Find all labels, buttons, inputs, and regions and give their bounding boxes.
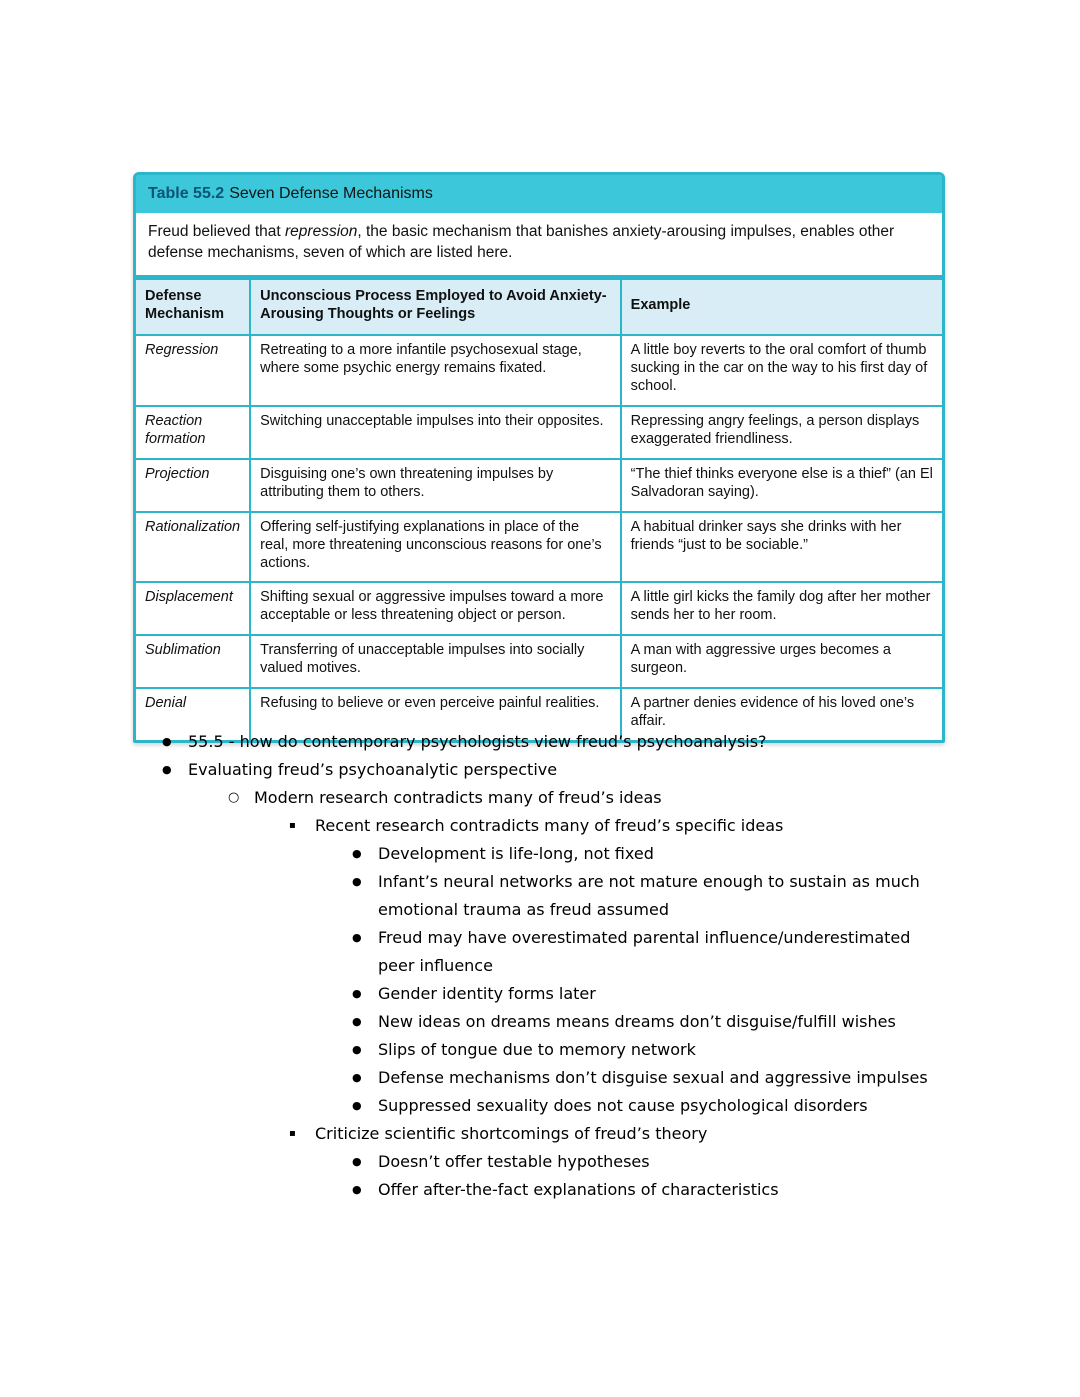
mechanism-cell: Projection xyxy=(136,459,250,512)
example-cell: A man with aggressive urges becomes a surgeon. xyxy=(621,635,942,688)
note-line xyxy=(133,1092,933,1120)
example-cell: Repressing angry feelings, a person displays exaggerated friendliness. xyxy=(621,406,942,459)
note-line xyxy=(133,1036,933,1064)
note-text: Evaluating freud’s psychoanalytic perspective xyxy=(188,760,558,779)
filled-bullet-icon: ● xyxy=(352,1183,362,1196)
note-line xyxy=(133,1064,933,1092)
note-text: Modern research contradicts many of freud’s ideas xyxy=(254,788,662,807)
table-title-text: Seven Defense Mechanisms xyxy=(229,185,433,202)
mechanism-cell: Sublimation xyxy=(136,635,250,688)
table-row xyxy=(136,335,942,406)
intro-text-after: , the basic mechanism that banishes anxiety-arousing impulses, enables other defense mechanisms, seven of which are listed here. xyxy=(148,223,895,261)
note-text: Criticize scientific shortcomings of freud’s theory xyxy=(315,1124,708,1143)
note-text: 55.5 - how do contemporary psychologists view freud’s psychoanalysis? xyxy=(188,732,767,751)
filled-bullet-icon: ● xyxy=(352,1043,362,1056)
note-line xyxy=(133,1176,933,1204)
example-cell: A little girl kicks the family dog after her mother sends her to her room. xyxy=(621,582,942,635)
hollow-bullet-icon: ○ xyxy=(228,790,240,805)
table-intro-paragraph xyxy=(136,213,942,278)
note-text: Freud may have overestimated parental influence/underestimated peer influence xyxy=(378,928,911,975)
note-line xyxy=(133,756,933,784)
table-row xyxy=(136,635,942,688)
note-text: Gender identity forms later xyxy=(378,984,596,1003)
note-text: Recent research contradicts many of freud’s specific ideas xyxy=(315,816,784,835)
note-text: Slips of tongue due to memory network xyxy=(378,1040,696,1059)
note-line xyxy=(133,840,933,868)
table-row xyxy=(136,512,942,583)
filled-bullet-icon: ● xyxy=(162,735,172,748)
mechanism-cell: Displacement xyxy=(136,582,250,635)
note-line xyxy=(133,728,933,756)
table-header-row xyxy=(136,279,942,335)
example-cell: “The thief thinks everyone else is a thief” (an El Salvadoran saying). xyxy=(621,459,942,512)
note-line xyxy=(133,1148,933,1176)
mechanism-cell: Rationalization xyxy=(136,512,250,583)
table-title-band xyxy=(136,175,942,213)
note-text: Infant’s neural networks are not mature enough to sustain as much emotional trauma as freud assumed xyxy=(378,872,920,919)
note-line xyxy=(133,924,933,980)
note-line xyxy=(133,812,933,840)
note-text: New ideas on dreams means dreams don’t disguise/fulfill wishes xyxy=(378,1012,896,1031)
handwritten-notes-list xyxy=(133,728,933,1204)
filled-bullet-icon: ● xyxy=(352,875,362,888)
note-line xyxy=(133,980,933,1008)
example-cell: A partner denies evidence of his loved one’s affair. xyxy=(621,688,942,740)
process-cell: Disguising one’s own threatening impulses by attributing them to others. xyxy=(250,459,621,512)
mechanisms-table xyxy=(136,278,942,740)
note-text: Offer after-the-fact explanations of characteristics xyxy=(378,1180,779,1199)
column-header-defense-mechanism: Defense Mechanism xyxy=(136,279,250,335)
example-cell: A habitual drinker says she drinks with her friends “just to be sociable.” xyxy=(621,512,942,583)
process-cell: Shifting sexual or aggressive impulses toward a more acceptable or less threatening object or person. xyxy=(250,582,621,635)
note-line xyxy=(133,784,933,812)
mechanism-cell: Regression xyxy=(136,335,250,406)
square-bullet-icon: ▪ xyxy=(289,1128,296,1139)
mechanism-cell: Denial xyxy=(136,688,250,740)
intro-italic-term: repression xyxy=(285,223,358,240)
note-line xyxy=(133,1008,933,1036)
column-header-process: Unconscious Process Employed to Avoid Anxiety-Arousing Thoughts or Feelings xyxy=(250,279,621,335)
note-line xyxy=(133,868,933,924)
filled-bullet-icon: ● xyxy=(352,1155,362,1168)
column-header-example: Example xyxy=(621,279,942,335)
defense-mechanisms-table xyxy=(133,172,945,743)
process-cell: Switching unacceptable impulses into their opposites. xyxy=(250,406,621,459)
note-text: Development is life-long, not fixed xyxy=(378,844,654,863)
process-cell: Refusing to believe or even perceive painful realities. xyxy=(250,688,621,740)
mechanism-cell: Reaction formation xyxy=(136,406,250,459)
filled-bullet-icon: ● xyxy=(352,931,362,944)
filled-bullet-icon: ● xyxy=(352,1099,362,1112)
table-number-label: Table 55.2 xyxy=(148,185,225,202)
table-row xyxy=(136,459,942,512)
note-text: Defense mechanisms don’t disguise sexual and aggressive impulses xyxy=(378,1068,928,1087)
note-text: Doesn’t offer testable hypotheses xyxy=(378,1152,650,1171)
process-cell: Offering self-justifying explanations in place of the real, more threatening unconscious reasons for one’s actions. xyxy=(250,512,621,583)
table-row xyxy=(136,582,942,635)
filled-bullet-icon: ● xyxy=(352,1071,362,1084)
square-bullet-icon: ▪ xyxy=(289,820,296,831)
example-cell: A little boy reverts to the oral comfort of thumb sucking in the car on the way to his first day of school. xyxy=(621,335,942,406)
process-cell: Transferring of unacceptable impulses into socially valued motives. xyxy=(250,635,621,688)
process-cell: Retreating to a more infantile psychosexual stage, where some psychic energy remains fixated. xyxy=(250,335,621,406)
filled-bullet-icon: ● xyxy=(162,763,172,776)
intro-text-before: Freud believed that xyxy=(148,223,286,240)
table-row xyxy=(136,406,942,459)
filled-bullet-icon: ● xyxy=(352,987,362,1000)
note-line xyxy=(133,1120,933,1148)
note-text: Suppressed sexuality does not cause psychological disorders xyxy=(378,1096,868,1115)
filled-bullet-icon: ● xyxy=(352,847,362,860)
filled-bullet-icon: ● xyxy=(352,1015,362,1028)
